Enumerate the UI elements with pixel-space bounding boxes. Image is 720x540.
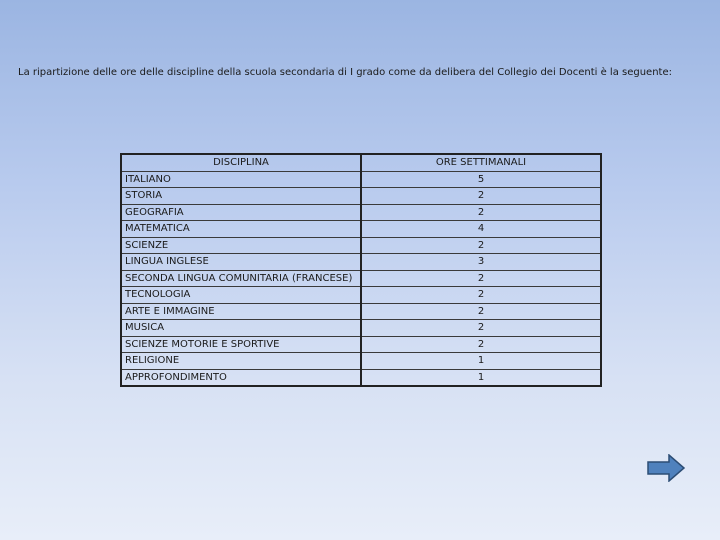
table-row xyxy=(121,336,601,353)
table-row xyxy=(121,353,601,370)
hours-cell: 2 xyxy=(361,237,601,254)
hours-cell: 5 xyxy=(361,171,601,188)
subject-cell: STORIA xyxy=(121,188,361,205)
header-subject: DISCIPLINA xyxy=(121,154,361,171)
subject-cell: TECNOLOGIA xyxy=(121,287,361,304)
table-row xyxy=(121,171,601,188)
table-row xyxy=(121,270,601,287)
subject-cell: MATEMATICA xyxy=(121,221,361,238)
subject-cell: SCIENZE MOTORIE E SPORTIVE xyxy=(121,336,361,353)
arrow-right-icon xyxy=(647,454,685,482)
next-slide-button[interactable] xyxy=(647,454,685,482)
subject-cell: APPROFONDIMENTO xyxy=(121,369,361,386)
subject-cell: MUSICA xyxy=(121,320,361,337)
intro-text: La ripartizione delle ore delle discipline della scuola secondaria di I grado come da delibera del Collegio dei Docenti è la seguente: xyxy=(18,67,672,78)
hours-cell: 4 xyxy=(361,221,601,238)
subject-cell: LINGUA INGLESE xyxy=(121,254,361,271)
subject-cell: RELIGIONE xyxy=(121,353,361,370)
table-row xyxy=(121,254,601,271)
table-row xyxy=(121,204,601,221)
hours-cell: 2 xyxy=(361,270,601,287)
subject-cell: SECONDA LINGUA COMUNITARIA (FRANCESE) xyxy=(121,270,361,287)
hours-cell: 2 xyxy=(361,287,601,304)
subject-cell: SCIENZE xyxy=(121,237,361,254)
hours-table xyxy=(120,153,602,387)
table-row xyxy=(121,303,601,320)
table-row xyxy=(121,287,601,304)
hours-cell: 2 xyxy=(361,336,601,353)
hours-cell: 3 xyxy=(361,254,601,271)
table-row xyxy=(121,369,601,386)
hours-cell: 2 xyxy=(361,204,601,221)
table-row xyxy=(121,221,601,238)
table-row xyxy=(121,237,601,254)
subject-cell: ARTE E IMMAGINE xyxy=(121,303,361,320)
header-hours: ORE SETTIMANALI xyxy=(361,154,601,171)
hours-cell: 2 xyxy=(361,188,601,205)
table-row xyxy=(121,320,601,337)
subject-cell: ITALIANO xyxy=(121,171,361,188)
table-row xyxy=(121,188,601,205)
hours-cell: 1 xyxy=(361,369,601,386)
subject-cell: GEOGRAFIA xyxy=(121,204,361,221)
hours-cell: 2 xyxy=(361,320,601,337)
table-body xyxy=(121,171,601,386)
table-header-row xyxy=(121,154,601,171)
hours-cell: 1 xyxy=(361,353,601,370)
hours-cell: 2 xyxy=(361,303,601,320)
